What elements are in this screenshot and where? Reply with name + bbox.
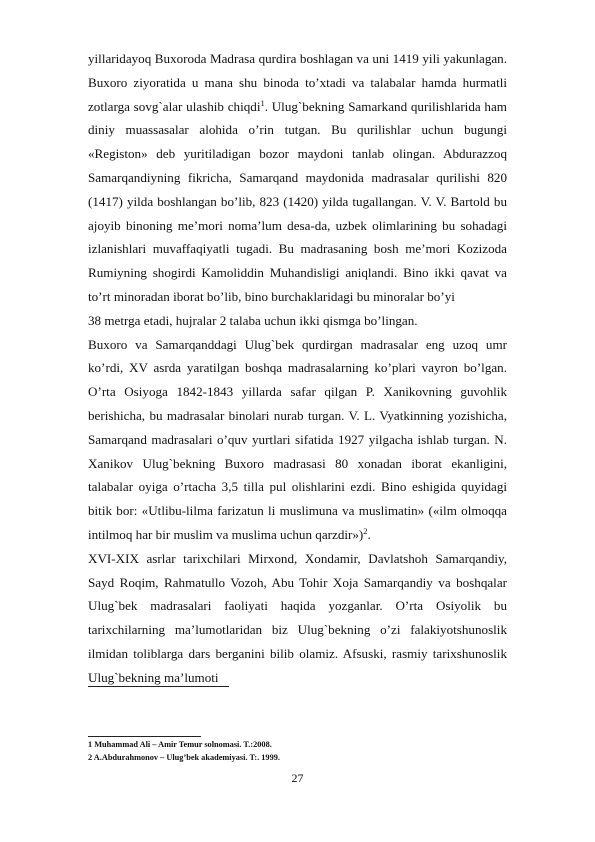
- paragraph-4: XVI-XIX asrlar tarixchilari Mirxond, Xondamir, Davlatshoh Samarqandiy, Sayd Roqim, Rahmatullo Vozoh, Abu Tohir Xoja Samarqandiy va boshqalar Ulug`bek madrasalari faoliyati haqida yozganlar. O’rta Osiyolik bu tarixchilarning ma’lumotlaridan biz Ulug`bekning o’zi falakiyotshunoslik ilmidan toliblarga dars berganini bilib olamiz. Afsuski, rasmiy tarixshunoslik Ulug`bekning ma’lumoti: [88, 550, 507, 685]
- text-end-rule: [88, 686, 229, 687]
- body-text: [88, 47, 507, 690]
- paragraph-1-text-b: . Ulug`bekning Samarkand qurilishlarida ham diniy muassasalar alohida o’rin tutgan. Bu qurilishlar uchun bugungi «Registon» deb yuritiladigan bozor maydoni tanlab olingan. Abdurazzoq Samarqandiyning fikricha, Samarqand maydonida madrasalar qurilishi 820 (1417) yilda boshlangan bo’lib, 823 (1420) yilda tugallangan. V. V. Bartold bu ajoyib binoning me’mori noma’lum desa-da, uzbek olimlarining bu sohadagi izlanishlari muvaffaqiyatli tugadi. Bu madrasaning bosh me’mori Kozizoda Rumiyning shogirdi Kamoliddin Muhandisligi aniqlandi. Bino ikki qavat va to’rt minoradan iborat bo’lib, bino burchaklaridagi bu minoralar bo’yi: [88, 98, 507, 304]
- footnote-ref-1: 1: [260, 97, 265, 108]
- footnote-2: 2 A.Abdurahmonov – Ulug’bek akademiyasi. T:. 1999.: [88, 753, 280, 762]
- paragraph-1-text-a: yillaridayoq Buxoroda Madrasa qurdira boshlagan va uni 1419 yili yakunlagan. Buxoro ziyoratida u mana shu binoda to’xtadi va talabalar hamda hurmatli zotlarga sovg`alar ulashib chiqdi: [88, 51, 507, 114]
- paragraph-2: 38 metrga etadi, hujralar 2 talaba uchun ikki qismga bo’lingan.: [88, 312, 418, 328]
- footnote-1: 1 Muhammad Ali – Amir Temur solnomasi. T.:2008.: [88, 740, 272, 749]
- footnote-ref-2: 2: [363, 525, 368, 536]
- page-number: 27: [291, 771, 304, 785]
- paragraph-3-text-b: .: [367, 526, 371, 542]
- footnotes: [88, 738, 508, 764]
- footnote-separator: [88, 736, 201, 737]
- paragraph-1: [88, 47, 507, 309]
- paragraph-3-text-a: Buxoro va Samarqanddagi Ulug`bek qurdirgan madrasalar eng uzoq umr ko’rdi, XV asrda yaratilgan boshqa madrasalarning ko’plari vayron bo’lgan. O’rta Osiyoga 1842-1843 yillarda safar qilgan P. Xanikovning guvohlik berishicha, bu madrasalar binolari nurab turgan. V. L. Vyatkinning yozishicha, Samarqand madrasalari o’quv yurtlari sifatida 1927 yilgacha ishlab turgan. N. Xanikov Ulug`bekning Buxoro madrasasi 80 xonadan iborat ekanligini, talabalar oyiga o’rtacha 3,5 tilla pul olishlarini ezdi. Bino eshigida quyidagi bitik bor: «Utlibu-lilma farizatun li muslimuna va muslimatin» («ilm olmoqqa intilmoq har bir muslim va muslima uchun qarzdir»): [88, 336, 507, 542]
- paragraph-3: [88, 333, 507, 547]
